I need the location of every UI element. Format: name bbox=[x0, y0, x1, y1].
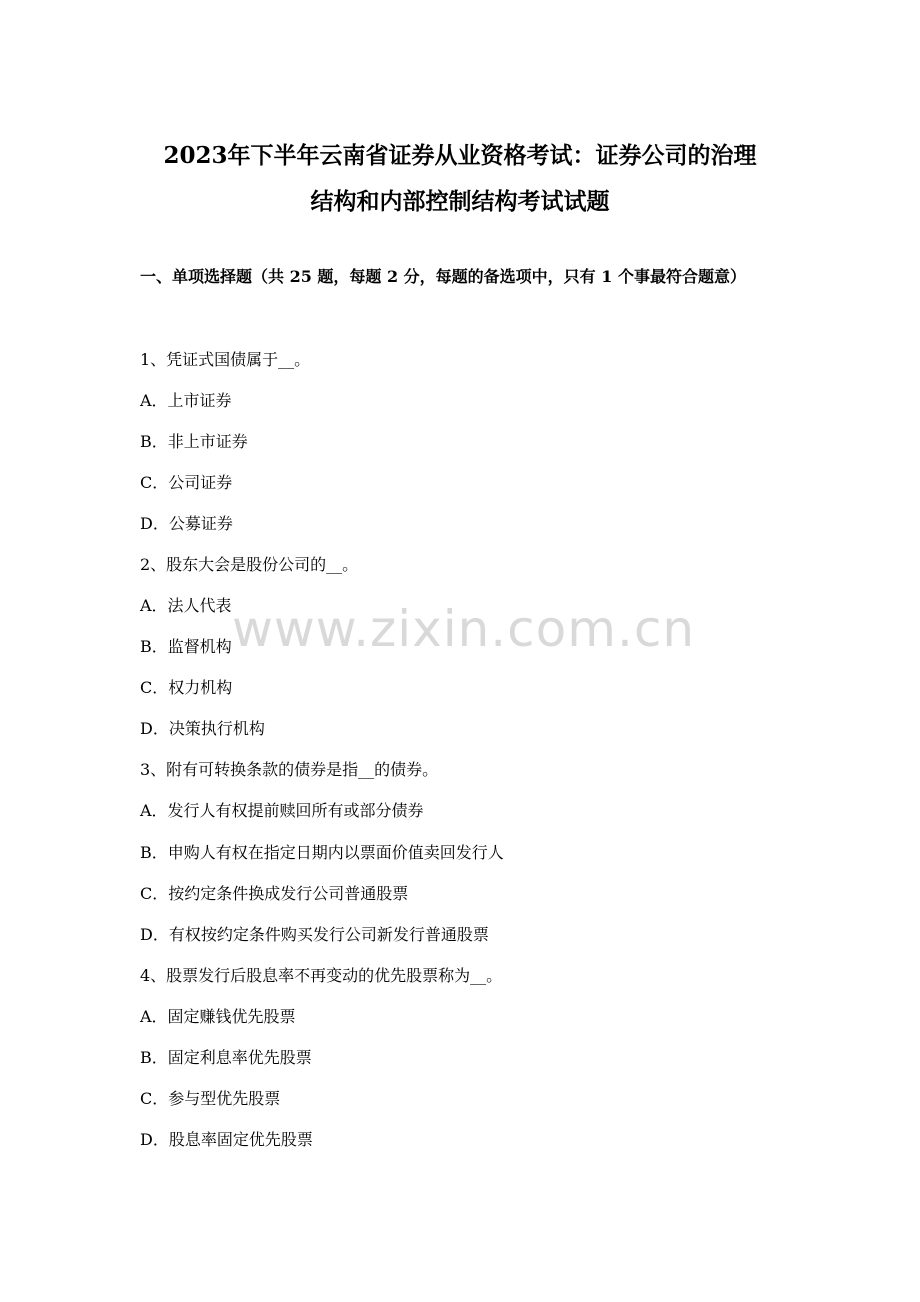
question-4-stem: 4、股票发行后股息率不再变动的优先股票称为__。 bbox=[140, 966, 503, 985]
question-1-option-b: B．非上市证券 bbox=[140, 432, 248, 451]
question-4-option-b: B．固定利息率优先股票 bbox=[140, 1048, 312, 1067]
question-2-option-c: C．权力机构 bbox=[140, 678, 233, 697]
question-1-stem: 1、凭证式国债属于__。 bbox=[140, 350, 311, 369]
question-4-option-a: A．固定赚钱优先股票 bbox=[140, 1007, 296, 1026]
question-1-option-a: A．上市证券 bbox=[140, 391, 232, 410]
question-3-option-d: D．有权按约定条件购买发行公司新发行普通股票 bbox=[140, 925, 489, 944]
document-title-line-2: 结构和内部控制结构考试试题 bbox=[310, 188, 610, 215]
document-title-line-1: 2023年下半年云南省证券从业资格考试：证券公司的治理 bbox=[163, 142, 757, 169]
question-4-option-c: C．参与型优先股票 bbox=[140, 1089, 281, 1108]
question-1-option-c: C．公司证券 bbox=[140, 473, 233, 492]
question-2-option-b: B．监督机构 bbox=[140, 637, 232, 656]
question-3-option-c: C．按约定条件换成发行公司普通股票 bbox=[140, 884, 409, 903]
question-2-option-a: A．法人代表 bbox=[140, 596, 232, 615]
question-3-stem: 3、附有可转换条款的债券是指__的债券。 bbox=[140, 760, 439, 779]
question-2-option-d: D．决策执行机构 bbox=[140, 719, 265, 738]
question-1-option-d: D．公募证券 bbox=[140, 514, 233, 533]
question-3-option-a: A．发行人有权提前赎回所有或部分债券 bbox=[140, 801, 424, 820]
question-2-stem: 2、股东大会是股份公司的__。 bbox=[140, 555, 359, 574]
question-3-option-b: B．申购人有权在指定日期内以票面价值卖回发行人 bbox=[140, 843, 504, 862]
question-4-option-d: D．股息率固定优先股票 bbox=[140, 1130, 313, 1149]
section-heading: 一、单项选择题（共 25 题，每题 2 分，每题的备选项中，只有 1 个事最符合题意） bbox=[140, 267, 746, 286]
watermark: www.zixin.com.cn bbox=[232, 600, 696, 658]
